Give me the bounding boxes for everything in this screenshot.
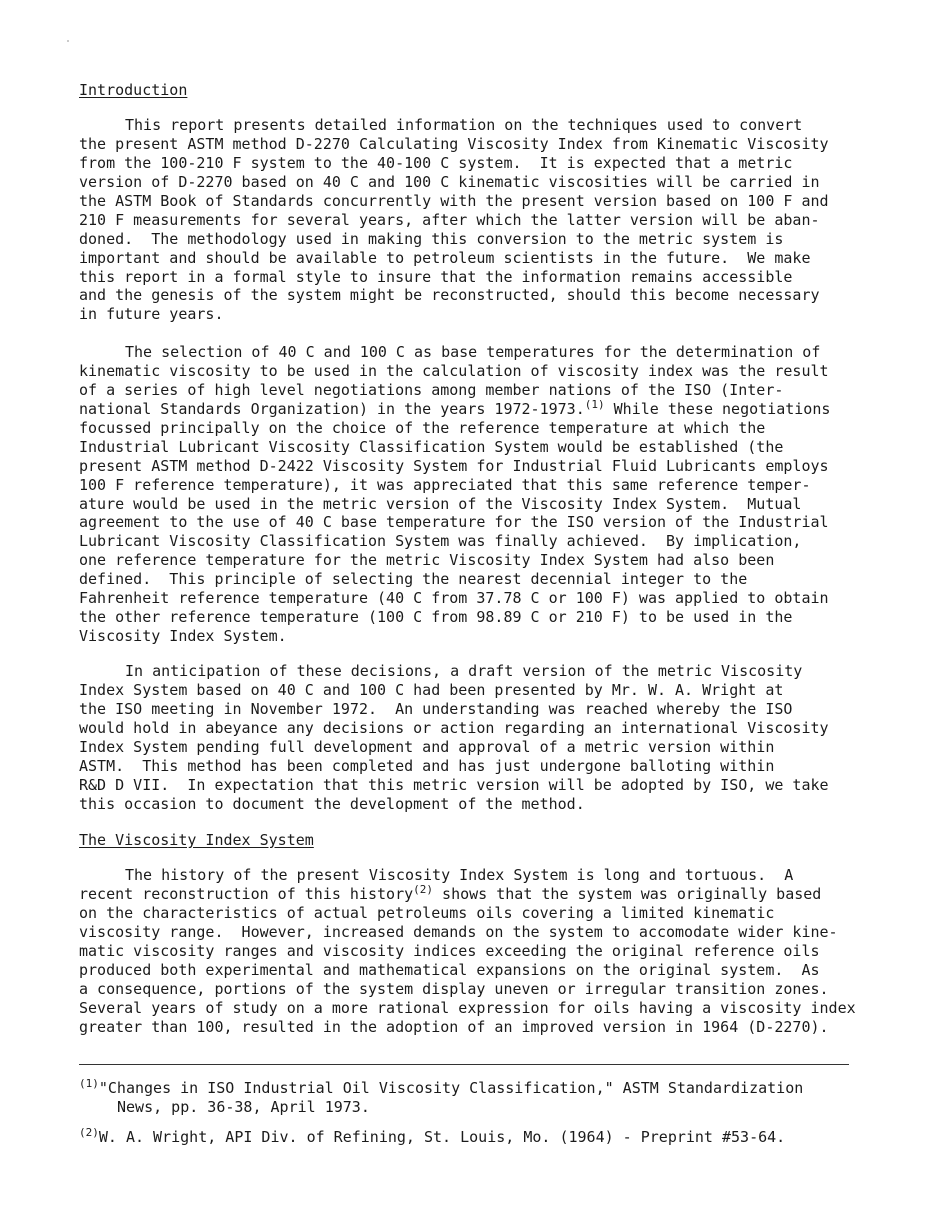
paragraph-intro-3 — [79, 662, 829, 814]
text-line: Fahrenheit reference temperature (40 C from 37.78 C or 100 F) was applied to obtain — [79, 589, 829, 608]
footnote-reference-1: (1) — [584, 397, 605, 411]
footnote-divider — [79, 1064, 849, 1065]
text-line: and the genesis of the system might be reconstructed, should this become necessary — [79, 286, 820, 305]
paragraph-intro-1 — [79, 116, 829, 324]
text-line-with-reference — [79, 397, 831, 419]
text-line: from the 100-210 F system to the 40-100 C system. It is expected that a metric — [79, 153, 793, 172]
text-line: ASTM. This method has been completed and has just undergone balloting within — [79, 756, 775, 775]
text-line: kinematic viscosity to be used in the calculation of viscosity index was the result — [79, 361, 829, 380]
footnote-line — [79, 1128, 785, 1147]
footnote-marker-2: (2) — [79, 1126, 99, 1139]
text-fragment: While these negotiations — [604, 399, 831, 418]
text-line: this report in a formal style to insure that the information remains accessible — [79, 267, 793, 286]
text-line: greater than 100, resulted in the adoption of an improved version in 1964 (D-2270). — [79, 1017, 829, 1036]
footnote-line — [79, 1079, 803, 1098]
footnote-text: W. A. Wright, API Div. of Refining, St. Louis, Mo. (1964) - Preprint #53-64. — [98, 1128, 786, 1146]
text-line: the ISO meeting in November 1972. An understanding was reached whereby the ISO — [79, 699, 793, 718]
text-line: Several years of study on a more rational expression for oils having a viscosity index — [79, 998, 856, 1017]
text-line: a consequence, portions of the system display uneven or irregular transition zones. — [79, 979, 829, 998]
text-line: focussed principally on the choice of the reference temperature at which the — [79, 418, 766, 437]
text-fragment: recent reconstruction of this history — [79, 884, 414, 903]
text-line: would hold in abeyance any decisions or action regarding an international Viscosity — [79, 718, 829, 737]
text-line: 100 F reference temperature), it was appreciated that this same reference temper- — [79, 475, 811, 494]
text-line: R&D D VII. In expectation that this metric version will be adopted by ISO, we take — [79, 775, 829, 794]
paragraph-vi-system — [79, 866, 856, 1036]
footnote-line: News, pp. 36-38, April 1973. — [117, 1098, 370, 1116]
text-line: Index System pending full development and approval of a metric version within — [79, 737, 775, 756]
text-line: in future years. — [79, 305, 224, 324]
footnote-marker-1: (1) — [79, 1077, 99, 1090]
text-line: This report presents detailed information on the techniques used to convert — [125, 116, 803, 134]
text-line: one reference temperature for the metric Viscosity Index System had also been — [79, 551, 775, 570]
text-line: the ASTM Book of Standards concurrently with the present version based on 100 F and — [79, 191, 829, 210]
text-line: of a series of high level negotiations among member nations of the ISO (Inter- — [79, 380, 784, 399]
text-line: 210 F measurements for several years, after which the latter version will be aban- — [79, 210, 820, 229]
footnote-1 — [79, 1079, 803, 1117]
text-line: on the characteristics of actual petroleums oils covering a limited kinematic — [79, 903, 775, 922]
text-line: version of D-2270 based on 40 C and 100 C kinematic viscosities will be carried in — [79, 172, 820, 191]
text-line-with-reference — [79, 882, 856, 904]
text-line: this occasion to document the development of the method. — [79, 794, 585, 813]
footnote-text: "Changes in ISO Industrial Oil Viscosity Classification," ASTM Standardization — [98, 1079, 804, 1097]
text-line: Lubricant Viscosity Classification System was finally achieved. By implication, — [79, 532, 802, 551]
footnote-2 — [79, 1128, 785, 1147]
text-line: The history of the present Viscosity Index System is long and tortuous. A — [125, 866, 794, 884]
text-fragment: shows that the system was originally based — [433, 884, 822, 903]
text-line: matic viscosity ranges and viscosity indices exceeding the original reference oils — [79, 941, 820, 960]
section-heading-introduction: Introduction — [79, 81, 188, 99]
text-line: The selection of 40 C and 100 C as base temperatures for the determination of — [125, 343, 821, 361]
text-line: present ASTM method D-2422 Viscosity System for Industrial Fluid Lubricants employs — [79, 456, 829, 475]
text-fragment: national Standards Organization) in the years 1972-1973. — [79, 399, 585, 418]
text-line: doned. The methodology used in making this conversion to the metric system is — [79, 229, 784, 248]
text-line: produced both experimental and mathematical expansions on the original system. As — [79, 960, 820, 979]
text-line: In anticipation of these decisions, a draft version of the metric Viscosity — [125, 662, 803, 680]
text-line: important and should be available to petroleum scientists in the future. We make — [79, 248, 811, 267]
section-heading-viscosity-index-system: The Viscosity Index System — [79, 831, 314, 849]
footnote-reference-2: (2) — [413, 882, 434, 896]
text-line: defined. This principle of selecting the nearest decennial integer to the — [79, 570, 748, 589]
text-line: Industrial Lubricant Viscosity Classification System would be established (the — [79, 437, 784, 456]
text-line: the other reference temperature (100 C from 98.89 C or 210 F) to be used in the — [79, 608, 793, 627]
scan-speck — [67, 40, 69, 42]
text-line: ature would be used in the metric version of the Viscosity Index System. Mutual — [79, 494, 802, 513]
text-line: the present ASTM method D-2270 Calculating Viscosity Index from Kinematic Viscosity — [79, 134, 829, 153]
text-line: Viscosity Index System. — [79, 627, 287, 646]
text-line: agreement to the use of 40 C base temperature for the ISO version of the Industrial — [79, 513, 829, 532]
text-line: Index System based on 40 C and 100 C had been presented by Mr. W. A. Wright at — [79, 680, 784, 699]
text-line: viscosity range. However, increased demands on the system to accomodate wider kine- — [79, 922, 838, 941]
paragraph-intro-2 — [79, 343, 830, 646]
